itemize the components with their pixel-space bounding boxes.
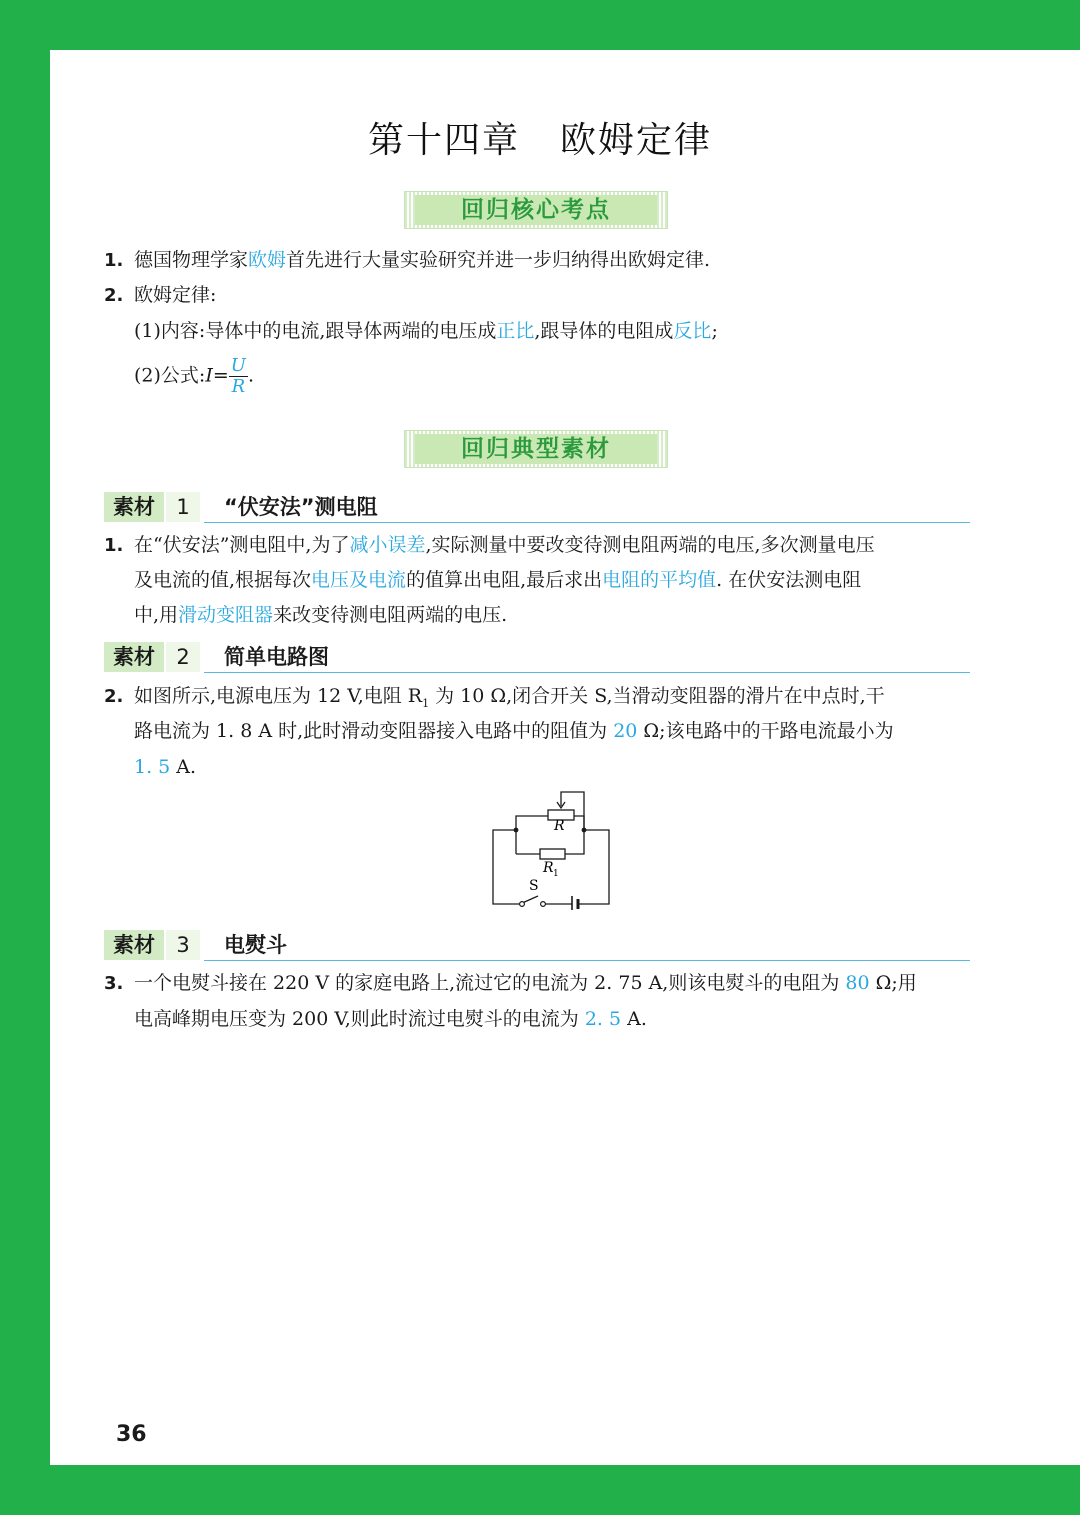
switch-contact <box>541 902 546 907</box>
answer: 欧姆 <box>248 249 287 271</box>
q3-line-1: 3. 一个电熨斗接在 220 V 的家庭电路上,流过它的电流为 2. 75 A,则该电熨斗的电阻为 80 Ω;用 <box>104 972 917 994</box>
answer: 1. 5 <box>134 756 171 778</box>
answer: 反比 <box>673 320 712 342</box>
answer: 正比 <box>496 320 535 342</box>
answer: 2. 5 <box>584 1008 622 1030</box>
section-header-2: 素材 2 简单电路图 <box>104 642 970 676</box>
wire <box>516 816 548 830</box>
core-sub-2-formula: (2)公式:I= $\frac{U}{R}$ . <box>134 355 254 397</box>
chapter-title <box>0 112 1080 163</box>
answer: 电压及电流 <box>311 569 407 591</box>
answer: 20 <box>613 720 638 742</box>
switch-contact <box>520 902 525 907</box>
label-r1-sub: 1 <box>553 869 559 879</box>
wire <box>583 830 609 904</box>
label-r1: R <box>543 860 554 876</box>
chapter-number: 第十四章 <box>367 120 520 161</box>
q2-line-1: 2. 如图所示,电源电压为 12 V,电阻 $R_1$ 为 10 Ω,闭合开关 S,当滑动变阻器的滑片在中点时,干 <box>104 685 885 710</box>
banner-typical-materials: 回归典型素材 <box>404 430 668 468</box>
answer: 减小误差 <box>349 534 426 556</box>
section-header-3: 素材 3 电熨斗 <box>104 930 970 964</box>
junction <box>514 828 519 833</box>
q1-line-2: 及电流的值,根据每次电压及电流的值算出电阻,最后求出电阻的平均值. 在伏安法测电阻 <box>134 569 862 591</box>
resistor-r1-symbol <box>540 849 565 859</box>
label-r: R <box>554 818 565 834</box>
answer: 80 <box>845 972 870 994</box>
page-number: 36 <box>116 1422 147 1447</box>
answer: 滑动变阻器 <box>178 604 274 626</box>
circuit-diagram <box>488 788 618 910</box>
q3-line-2: 电高峰期电压变为 200 V,则此时流过电熨斗的电流为 2. 5 A. <box>134 1008 647 1030</box>
banner-core-points: 回归核心考点 <box>404 191 668 229</box>
wire <box>574 816 584 830</box>
label-s: S <box>529 878 539 894</box>
fraction: $\frac{U}{R}$ <box>230 355 246 397</box>
junction <box>582 828 587 833</box>
q2-line-2: 路电流为 1. 8 A 时,此时滑动变阻器接入电路中的阻值为 20 Ω;该电路中的干路电流最小为 <box>134 720 894 742</box>
q1-line-3: 中,用滑动变阻器来改变待测电阻两端的电压. <box>134 604 508 626</box>
wire <box>565 830 584 854</box>
core-item-1: 1. 德国物理学家欧姆首先进行大量实验研究并进一步归纳得出欧姆定律. <box>104 249 711 271</box>
core-sub-1: (1)内容:导体中的电流,跟导体两端的电压成正比,跟导体的电阻成反比; <box>134 320 718 342</box>
answer: 电阻的平均值 <box>602 569 717 591</box>
section-header-1: 素材 1 “伏安法”测电阻 <box>104 492 970 526</box>
core-item-2: 2. 欧姆定律: <box>104 284 217 306</box>
q1-line-1: 1. 在“伏安法”测电阻中,为了减小误差,实际测量中要改变待测电阻两端的电压,多次测量电压 <box>104 534 875 556</box>
chapter-name: 欧姆定律 <box>560 120 713 161</box>
q2-line-3: 1. 5 A. <box>134 756 197 778</box>
